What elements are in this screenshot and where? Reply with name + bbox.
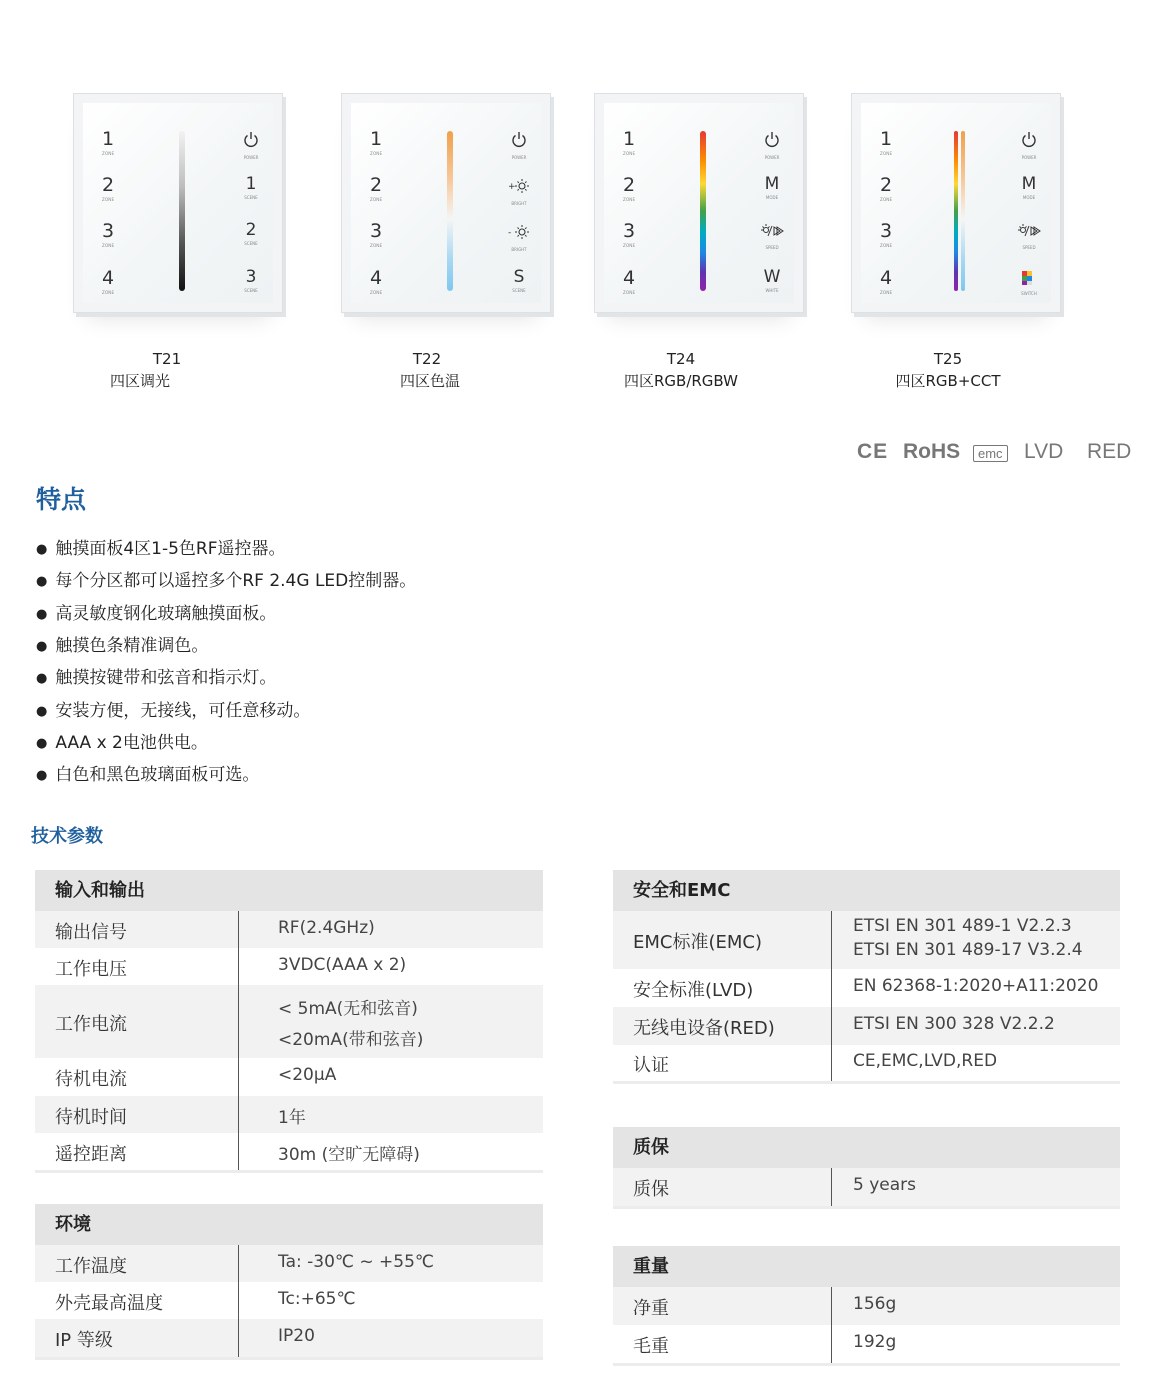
color-switch-icon	[1022, 270, 1036, 290]
zone-number: 3	[880, 220, 893, 242]
model-number: T24	[666, 350, 696, 368]
row-value: <20mA(带和弦音)	[278, 1030, 424, 1051]
table-row	[35, 1058, 543, 1096]
row-value: CE,EMC,LVD,RED	[853, 1051, 998, 1071]
model-number: T21	[152, 350, 182, 368]
key-caption: SCENE	[244, 241, 258, 246]
table-row	[35, 1133, 543, 1170]
key-caption: SCENE	[512, 288, 526, 293]
key-label: 1	[245, 174, 257, 194]
feature-item: ● 白色和黑色玻璃面板可选。	[36, 760, 259, 785]
product-caption-t24	[601, 348, 761, 392]
zone-button-1[interactable]	[370, 128, 382, 156]
zone-label: ZONE	[102, 151, 115, 156]
key-caption: SWITCH	[1021, 291, 1037, 296]
row-key: 工作温度	[55, 1255, 127, 1277]
input-output-table-header: 输入和输出	[35, 870, 543, 911]
color-slider[interactable]	[179, 131, 185, 291]
white-button[interactable]	[752, 267, 792, 293]
row-value: <20μA	[278, 1065, 337, 1085]
features-title: 特点	[36, 485, 87, 514]
zone-number: 4	[370, 267, 383, 289]
model-number: T25	[933, 350, 963, 368]
speed-button[interactable]	[752, 223, 792, 250]
speed-icon	[1017, 224, 1041, 244]
zone-number: 3	[102, 220, 115, 242]
zone-number: 1	[370, 128, 383, 150]
table-row	[35, 1096, 543, 1133]
zone-number: 3	[370, 220, 383, 242]
row-value: < 5mA(无和弦音)	[278, 998, 418, 1019]
row-value: ETSI EN 300 328 V2.2.2	[853, 1014, 1055, 1034]
zone-label: ZONE	[102, 290, 115, 295]
table-row	[613, 1325, 1120, 1363]
zone-number: 4	[102, 267, 115, 289]
table-row	[613, 911, 1120, 969]
key-label: 2	[245, 220, 257, 240]
cct-slider[interactable]	[961, 131, 965, 291]
power-button[interactable]	[752, 131, 792, 160]
row-key: 外壳最高温度	[55, 1292, 163, 1314]
product-caption-t21	[87, 348, 247, 392]
zone-button-4[interactable]	[370, 267, 382, 295]
zone-label: ZONE	[623, 243, 636, 248]
row-key: 无线电设备(RED)	[633, 1018, 775, 1039]
row-value: 156g	[853, 1294, 897, 1314]
zone-number: 4	[623, 267, 636, 289]
product-caption-t22	[347, 348, 507, 392]
product-caption-t25	[868, 348, 1028, 392]
table-row	[35, 911, 543, 948]
zone-label: ZONE	[623, 290, 636, 295]
row-key: 待机时间	[55, 1106, 127, 1128]
row-value: ETSI EN 301 489-1 V2.2.3	[853, 916, 1072, 936]
zone-number: 3	[623, 220, 636, 242]
row-value: ETSI EN 301 489-17 V3.2.4	[853, 940, 1083, 960]
row-value: Ta: -30℃ ~ +55℃	[278, 1251, 434, 1272]
row-value: 1年	[278, 1107, 306, 1128]
scene-button[interactable]	[499, 267, 539, 293]
zone-label: ZONE	[880, 243, 893, 248]
zone-button-4[interactable]	[102, 267, 114, 295]
speed-icon	[760, 224, 784, 244]
table-row	[35, 1245, 543, 1282]
key-caption: POWER	[764, 155, 780, 160]
row-value: IP20	[278, 1326, 315, 1346]
table-bottom-rule	[613, 1081, 1120, 1084]
zone-number: 1	[623, 128, 636, 150]
scene-button[interactable]	[231, 267, 271, 293]
row-key: 工作电压	[55, 958, 127, 980]
key-caption: WHITE	[765, 288, 779, 293]
model-description: 四区RGB/RGBW	[623, 372, 739, 390]
table-row	[35, 1282, 543, 1319]
table-row	[613, 1007, 1120, 1045]
row-value: Tc:+65℃	[278, 1288, 356, 1309]
touch-panel-t25	[851, 93, 1061, 313]
row-key: 安全标准(LVD)	[633, 980, 754, 1001]
feature-item: ● AAA x 2电池供电。	[36, 728, 208, 753]
row-key: 质保	[633, 1179, 669, 1200]
bright-button[interactable]	[499, 177, 539, 206]
zone-label: ZONE	[880, 151, 893, 156]
row-value: 30m (空旷无障碍)	[278, 1144, 420, 1165]
power-icon	[764, 134, 780, 154]
mode-button[interactable]	[1009, 174, 1049, 200]
power-icon	[243, 134, 259, 154]
key-label: M	[764, 174, 780, 194]
key-caption: BRIGHT	[511, 201, 527, 206]
key-caption: BRIGHT	[511, 247, 527, 252]
color-slider[interactable]	[700, 131, 706, 291]
environment-table-header: 环境	[35, 1204, 543, 1245]
row-key: 遥控距离	[55, 1143, 127, 1165]
key-caption: POWER	[511, 155, 527, 160]
model-description: 四区调光	[110, 372, 171, 390]
zone-number: 1	[102, 128, 115, 150]
zone-button-4[interactable]	[623, 267, 635, 295]
touch-panel-t21	[73, 93, 283, 313]
color-slider[interactable]	[954, 131, 958, 291]
key-caption: SCENE	[244, 288, 258, 293]
row-key: 净重	[633, 1298, 669, 1319]
power-button[interactable]	[231, 131, 271, 160]
emc-logo: emc	[973, 443, 1008, 467]
row-key: IP 等级	[55, 1330, 113, 1351]
feature-item: ● 高灵敏度钢化玻璃触摸面板。	[36, 599, 276, 624]
zone-label: ZONE	[623, 151, 636, 156]
zone-button-3[interactable]	[102, 220, 114, 248]
panel-glass	[604, 103, 794, 303]
power-icon	[1021, 134, 1037, 154]
panel-glass	[351, 103, 541, 303]
model-number: T22	[412, 350, 442, 368]
zone-label: ZONE	[370, 197, 383, 202]
table-row	[35, 1319, 543, 1357]
zone-button-3[interactable]	[370, 220, 382, 248]
column-divider	[831, 911, 832, 1081]
ce-logo: CE	[857, 440, 889, 463]
model-description: 四区RGB+CCT	[895, 372, 1001, 390]
weight-table-header: 重量	[613, 1246, 1120, 1287]
row-value: 192g	[853, 1332, 897, 1352]
table-bottom-rule	[613, 1363, 1120, 1366]
key-label: W	[763, 267, 781, 287]
table-bottom-rule	[35, 1357, 543, 1360]
spec-title: 技术参数	[31, 826, 103, 847]
key-label: S	[513, 267, 525, 287]
table-bottom-rule	[35, 1170, 543, 1173]
zone-button-4[interactable]	[880, 267, 892, 295]
row-key: EMC标准(EMC)	[633, 932, 762, 953]
touch-panel-t24	[594, 93, 804, 313]
zone-number: 1	[880, 128, 893, 150]
zone-button-2[interactable]	[623, 174, 635, 202]
rohs-logo: RoHS	[903, 440, 961, 463]
table-row	[613, 1287, 1120, 1325]
key-label: 3	[245, 267, 257, 287]
table-row	[35, 985, 543, 1058]
zone-label: ZONE	[370, 151, 383, 156]
key-label: M	[1021, 174, 1037, 194]
zone-button-3[interactable]	[880, 220, 892, 248]
model-description: 四区色温	[400, 372, 461, 390]
key-caption: SCENE	[244, 195, 258, 200]
lvd-logo: LVD	[1024, 440, 1064, 463]
table-row	[613, 1168, 1120, 1206]
feature-item: ● 触摸按键带和弦音和指示灯。	[36, 663, 276, 688]
mode-button[interactable]	[752, 174, 792, 200]
zone-label: ZONE	[102, 197, 115, 202]
row-value: 5 years	[853, 1175, 917, 1195]
panel-glass	[83, 103, 273, 303]
zone-label: ZONE	[880, 197, 893, 202]
row-value: 3VDC(AAA x 2)	[278, 954, 407, 975]
zone-label: ZONE	[370, 290, 383, 295]
feature-item: ● 触摸面板4区1-5色RF遥控器。	[36, 534, 286, 559]
warranty-table-header: 质保	[613, 1127, 1120, 1168]
speed-button[interactable]	[1009, 223, 1049, 250]
column-divider	[831, 1287, 832, 1363]
column-divider	[238, 1245, 239, 1357]
table-row	[35, 948, 543, 985]
row-key: 认证	[633, 1055, 669, 1076]
scene-button[interactable]	[231, 220, 271, 246]
zone-label: ZONE	[370, 243, 383, 248]
svg-text:-: -	[508, 228, 512, 238]
table-row	[613, 1045, 1120, 1081]
scene-button[interactable]	[231, 174, 271, 200]
brightness-down-icon	[508, 226, 530, 246]
zone-button-2[interactable]	[102, 174, 114, 202]
row-value: RF(2.4GHz)	[278, 917, 375, 938]
svg-text:+: +	[508, 182, 516, 192]
touch-panel-t22	[341, 93, 551, 313]
row-key: 输出信号	[55, 921, 127, 943]
zone-number: 2	[370, 174, 383, 196]
safety-emc-table-header: 安全和EMC	[613, 870, 1120, 911]
key-caption: SPEED	[765, 245, 779, 250]
bright-button[interactable]	[499, 223, 539, 252]
zone-number: 2	[623, 174, 636, 196]
zone-label: ZONE	[623, 197, 636, 202]
zone-number: 2	[102, 174, 115, 196]
zone-button-2[interactable]	[880, 174, 892, 202]
row-key: 毛重	[633, 1336, 669, 1357]
power-button[interactable]	[499, 131, 539, 160]
switch-button[interactable]	[1009, 270, 1049, 296]
zone-label: ZONE	[880, 290, 893, 295]
red-logo: RED	[1087, 440, 1132, 463]
zone-button-3[interactable]	[623, 220, 635, 248]
table-row	[613, 969, 1120, 1007]
zone-button-2[interactable]	[370, 174, 382, 202]
zone-number: 2	[880, 174, 893, 196]
color-slider[interactable]	[447, 131, 453, 291]
key-caption: SPEED	[1022, 245, 1036, 250]
row-key: 待机电流	[55, 1069, 127, 1090]
row-value: EN 62368-1:2020+A11:2020	[853, 976, 1099, 996]
key-caption: POWER	[1021, 155, 1037, 160]
brightness-up-icon	[508, 180, 530, 200]
zone-button-1[interactable]	[623, 128, 635, 156]
feature-item: ● 安装方便，无接线，可任意移动。	[36, 696, 310, 721]
power-button[interactable]	[1009, 131, 1049, 160]
column-divider	[238, 911, 239, 1170]
zone-button-1[interactable]	[880, 128, 892, 156]
key-caption: MODE	[765, 195, 779, 200]
zone-button-1[interactable]	[102, 128, 114, 156]
column-divider	[831, 1168, 832, 1206]
zone-number: 4	[880, 267, 893, 289]
row-key: 工作电流	[55, 1013, 127, 1035]
panel-glass	[861, 103, 1051, 303]
feature-item: ● 触摸色条精准调色。	[36, 631, 208, 656]
feature-item: ● 每个分区都可以遥控多个RF 2.4G LED控制器。	[36, 566, 416, 591]
zone-label: ZONE	[102, 243, 115, 248]
key-caption: MODE	[1022, 195, 1036, 200]
power-icon	[511, 134, 527, 154]
key-caption: POWER	[243, 155, 259, 160]
table-bottom-rule	[613, 1206, 1120, 1209]
